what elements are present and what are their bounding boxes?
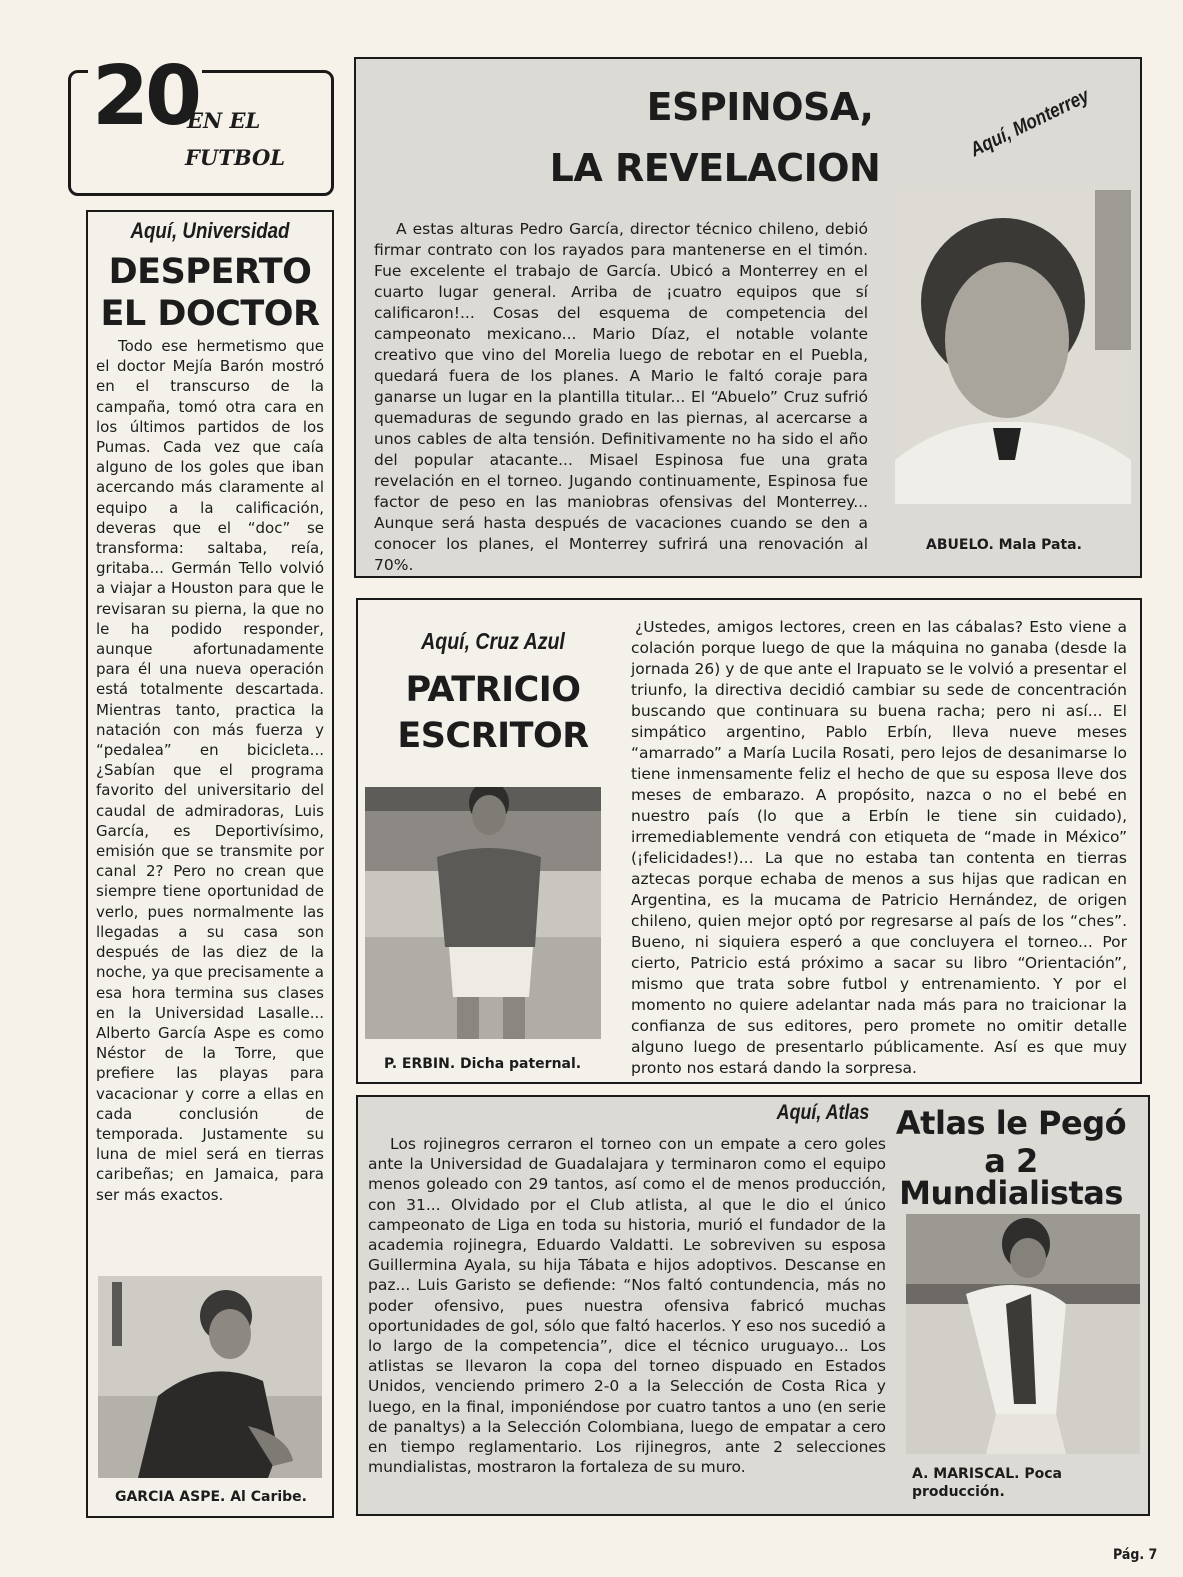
- atlas-caption: A. MARISCAL. Poca producción.: [912, 1466, 1062, 1500]
- section-label-line2: FUTBOL: [185, 145, 286, 170]
- garcia-aspe-photo: [98, 1276, 322, 1478]
- monterrey-headline-2: LA REVELACION: [549, 146, 881, 190]
- cruzazul-caption: P. ERBIN. Dicha paternal.: [384, 1056, 582, 1072]
- universidad-tag: Aquí, Universidad: [130, 218, 290, 243]
- section-label-line1: EN EL: [187, 108, 261, 133]
- cruzazul-headline-2: ESCRITOR: [397, 716, 589, 756]
- universidad-caption: GARCIA ASPE. Al Caribe.: [114, 1489, 307, 1505]
- cruzazul-body: ¿Ustedes, amigos lectores, creen en las cábalas? Esto viene a colación porque luego de que la máquina no ganaba (desde la jornada 26) y de que ante el Irapuato se le volvió a presentar el triunfo, la directiva decidió cambiar su sede de concentración buscando que continuara su buena racha; pero ni así... El simpático argentino, Pablo Erbín, lleva nueve meses “amarrado” a María Lucila Rosati, pero lejos de desanimarse lo tiene inmensamente feliz el hecho de que su esposa lleve dos meses de embarazo. A propósito, nazca o no el bebé en nuestro país (lo que a Erbín le tiene sin cuidado), irremediablemente vendrá con etiqueta de “made in México” (¡felicidades!)... La que no estaba tan contenta en tierras aztecas porque echaba de menos a sus hijas que radican en Argentina, es la mucama de Patricio Hernández, de origen chileno, quien mejor optó por regresarse al país de los “ches”. Bueno, ni siquiera esperó a que concluyera el torneo... Por cierto, Patricio está próximo a sacar su libro “Orientación”, mismo que trata sobre futbol y entrenamiento. Y por el momento no quiere adelantar nada más para no traicionar la confianza de sus editores, pero promete no omitir detalle alguno luego de presentarlo públicamente. Así es que muy pronto nos estará dando la sorpresa.: [631, 618, 1127, 1077]
- cruzazul-headline-1: PATRICIO: [405, 670, 581, 710]
- erbin-photo: [365, 787, 601, 1039]
- atlas-headline-1: Atlas le Pegó: [895, 1104, 1127, 1142]
- atlas-tag: Aquí, Atlas: [776, 1101, 870, 1124]
- atlas-body: Los rojinegros cerraron el torneo con un empate a cero goles ante la Universidad de Guadalajara y terminaron como el equipo menos goleado con 29 tantos, así como el de menos producción, con 31... Olvidado por el Club atlista, al que le dio el único campeonato de Liga en toda su historia, murió el fundador de la academia rojinegra, Eduardo Valdatti. Le sobreviven su esposa Guillermina Ayala, su hija Tábata e hijos adoptivos. Descanse en paz... Luis Garisto se defiende: “Nos faltó contundencia, más no poder ofensivo, pues nuestra ofensiva fabricó muchas oportunidades de gol, sólo que faltó hacerlos. Y eso nos sucedió a lo largo de la competencia”, dice el técnico uruguayo... Los atlistas se llevaron la copa del torneo dispuado en Estados Unidos, venciendo primero 2-0 a la Selección de Costa Rica y luego, en la final, imponiéndose por cuatro tantos a uno (en serie de panaltys) a la Selección Colombiana, luego de empatar a cero en tiempo reglamentario. Los rijinegros, ante 2 selecciones mundialistas, mostraron la fortaleza de su muro.: [368, 1135, 886, 1477]
- atlas-headline-2: a 2: [984, 1142, 1038, 1180]
- monterrey-caption: ABUELO. Mala Pata.: [926, 537, 1082, 553]
- abuelo-photo: [895, 190, 1131, 504]
- universidad-headline-1: DESPERTO: [108, 252, 312, 292]
- universidad-headline-2: EL DOCTOR: [100, 294, 320, 334]
- cruzazul-tag: Aquí, Cruz Azul: [421, 628, 565, 654]
- monterrey-headline-1: ESPINOSA,: [646, 85, 874, 129]
- atlas-headline-3: Mundialistas: [899, 1174, 1123, 1212]
- monterrey-tag: Aquí, Monterrey: [966, 84, 1093, 162]
- page-number: Pág. 7: [1113, 1547, 1158, 1563]
- universidad-body: Todo ese hermetismo que el doctor Mejía Barón mostró en el transcurso de la campaña, tomó otra cara en los últimos partidos de los Pumas. Cada vez que caía alguno de los goles que iban acercando más claramente al equipo a la calificación, deveras que el “doc” se transforma: saltaba, reía, gritaba... Germán Tello volvió a viajar a Houston para que le revisaran su pierna, la que no le ha podido responder, aunque afortunadamente para él una nueva operación está totalmente descartada. Mientras tanto, practica la natación con más fuerza y “pedalea” en bicicleta... ¿Sabían que el programa favorito del universitario del caudal de admiradoras, Luis García, es Deportivísimo, emisión que se transmite por canal 2? Pero no crean que siempre tiene oportunidad de verlo, pues normalmente las llegadas a su casa son después de las diez de la noche, ya que precisamente a esa hora termina sus clases en la Universidad Lasalle... Alberto García Aspe es como Néstor de la Torre, que prefiere las playas para vacacionar y corre a ellas en cada conclusión de temporada. Justamente su luna de miel será en tierras caribeñas; en Jamaica, para ser más exactos.: [96, 337, 324, 1204]
- mariscal-photo: [906, 1214, 1140, 1454]
- section-number: 20: [88, 56, 202, 138]
- monterrey-body: A estas alturas Pedro García, director técnico chileno, debió firmar contrato con los rayados para mantenerse en el timón. Fue excelente el trabajo de García. Ubicó a Monterrey en el cuarto lugar general. Arriba de ¡cuatro equipos que sí calificaron!... Cosas del esquema de competencia del campeonato mexicano... Mario Díaz, el notable volante creativo que vino del Morelia luego de rebotar en el Puebla, quedará fuera de los planes. A Mario le faltó coraje para ganarse un lugar en la plantilla titular... El “Abuelo” Cruz sufrió quemaduras de segundo grado en las piernas, al acercarse a unos cables de alta tensión. Definitivamente no ha sido el año del popular atacante... Misael Espinosa fue una grata revelación en el torneo. Jugando continuamente, Espinosa fue factor de peso en las maniobras ofensivas del Monterrey... Aunque será hasta después de vacaciones cuando se den a conocer los planes, el Monterrey sufrirá una renovación al 70%.: [374, 220, 868, 574]
